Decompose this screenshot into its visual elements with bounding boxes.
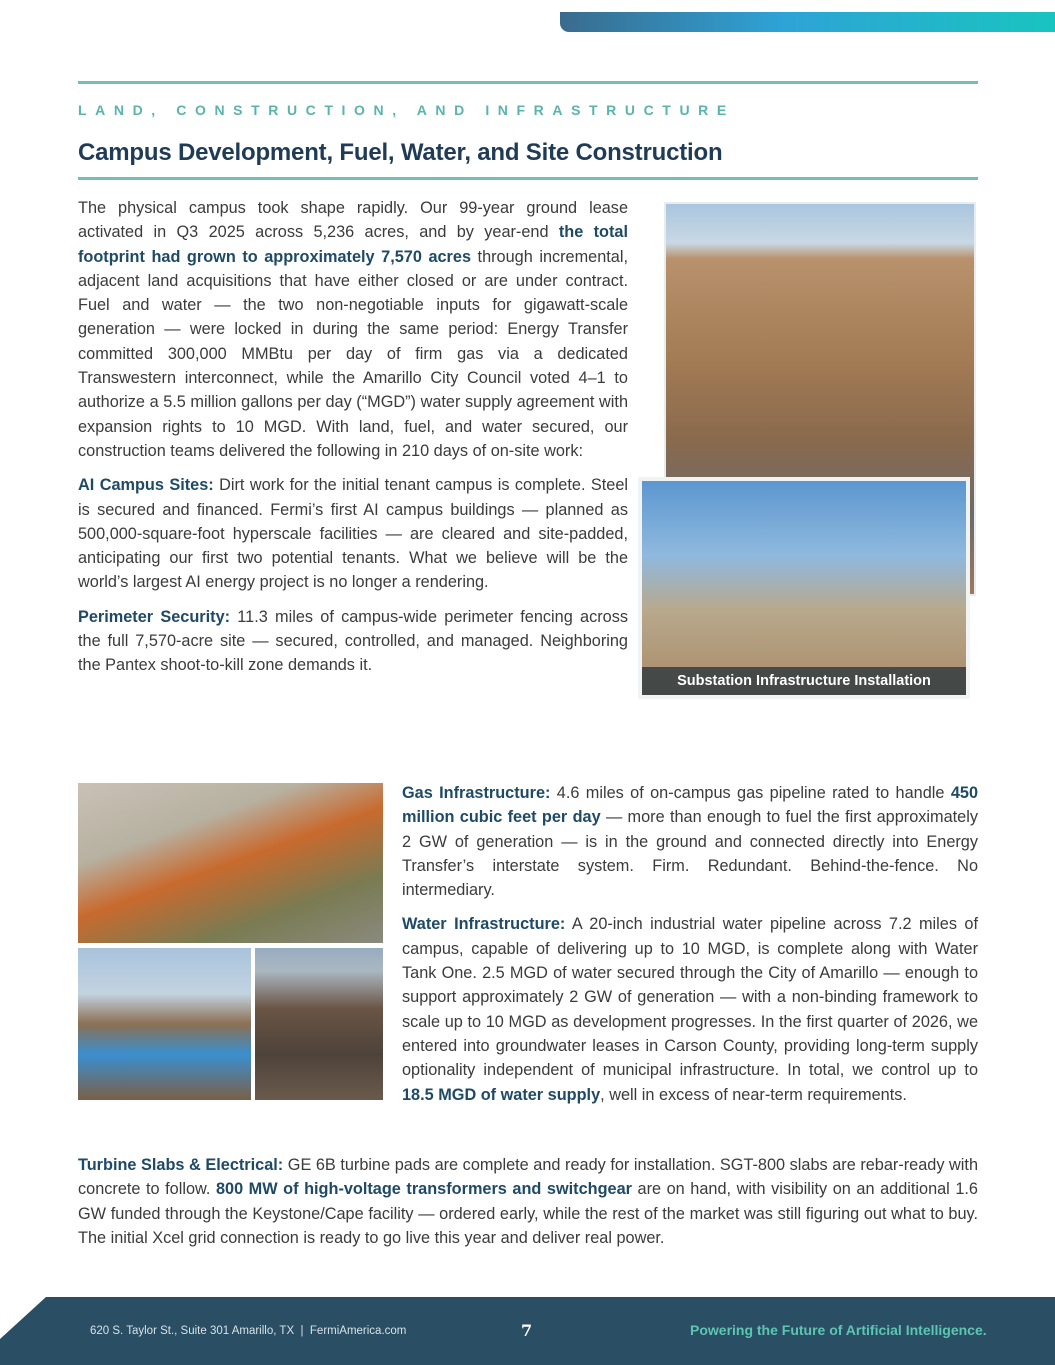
- footer-tagline: Powering the Future of Artificial Intelligence.: [690, 1322, 987, 1338]
- gas-pipeline-aerial-photo: [255, 948, 383, 1100]
- water-heading: Water Infrastructure:: [402, 915, 566, 934]
- substation-photo: [638, 477, 970, 699]
- title-divider: [78, 177, 978, 180]
- footer-address: 620 S. Taylor St., Suite 301 Amarillo, TX | FermiAmerica.com: [90, 1325, 407, 1337]
- water-paragraph: Water Infrastructure: A 20-inch industrial water pipeline across 7.2 miles of campus, capable of delivering up to 10 MGD, is complete along with Water Tank One. 2.5 MGD of water secured through the City of Amarillo — enough to support approximately 2 GW of generation — with a non-binding framework to scale up to 10 MGD as development progresses. In the first quarter of 2026, we entered into groundwater leases in Carson County, providing long-term supply optionality independent of municipal infrastructure. In total, we control up to 18.5 MGD of water supply, well in excess of near-term requirements.: [402, 915, 978, 1104]
- ai-campus-heading: AI Campus Sites:: [78, 476, 214, 495]
- turbine-paragraph: Turbine Slabs & Electrical: GE 6B turbine pads are complete and ready for installation. SGT-800 slabs are rebar-ready with concrete to follow. 800 MW of high-voltage transformers and switchgear are on hand, with visibility on an additional 1.6 GW funded through the Keystone/Cape facility — ordered early, while the rest of the market was still figuring out what to buy. The initial Xcel grid connection is ready to go live this year and deliver real power.: [78, 1156, 978, 1247]
- page-title: Campus Development, Fuel, Water, and Site Construction: [78, 139, 723, 166]
- header-accent-bar: [560, 12, 1055, 32]
- section-label: LAND, CONSTRUCTION, AND INFRASTRUCTURE: [78, 102, 735, 118]
- turbine-heading: Turbine Slabs & Electrical:: [78, 1156, 284, 1174]
- top-divider: [78, 81, 978, 84]
- fence-workers-photo: [78, 783, 383, 943]
- perimeter-heading: Perimeter Security:: [78, 607, 231, 626]
- substation-caption: Substation Infrastructure Installation: [642, 667, 966, 695]
- page-number: 7: [521, 1321, 533, 1340]
- intro-paragraph: The physical campus took shape rapidly. Our 99-year ground lease activated in Q3 2025 across 5,236 acres, and by year-end the total footprint had grown to approximately 7,570 acres through incremental, adjacent land acquisitions that have either closed or are under contract. Fuel and water — the two non-negotiable inputs for gigawatt-scale generation — were locked in during the same period: Energy Transfer committed 300,000 MMBtu per day of firm gas via a dedicated Transwestern interconnect, while the Amarillo City Council voted 4–1 to authorize a 5.5 million gallons per day (“MGD”) water supply agreement with expansion rights to 10 MGD. With land, fuel, and water secured, our construction teams delivered the following in 210 days of on-site work:: [78, 199, 629, 460]
- gas-heading: Gas Infrastructure:: [402, 784, 551, 802]
- ai-campus-paragraph: AI Campus Sites: Dirt work for the initial tenant campus is complete. Steel is secured and financed. Fermi’s first AI campus buildings — planned as 500,000-square-foot hyperscale facilities — are cleared and site-padded, anticipating our first two potential tenants. What we believe will be the world’s largest AI energy project is no longer a rendering.: [78, 476, 628, 592]
- perimeter-paragraph: Perimeter Security: 11.3 miles of campus-wide perimeter fencing across the full 7,570-acre site — secured, controlled, and managed. Neighboring the Pantex shoot-to-kill zone demands it.: [78, 607, 628, 675]
- intro-highlight: the total footprint had grown to approximately 7,570 acres: [78, 223, 628, 266]
- body-text-bottom: [78, 1153, 978, 1260]
- water-pipeline-trench-photo: [78, 948, 251, 1100]
- gas-paragraph: Gas Infrastructure: 4.6 miles of on-campus gas pipeline rated to handle 450 million cubic feet per day — more than enough to fuel the first approximately 2 GW of generation — is in the ground and connected directly into Energy Transfer’s interstate system. Firm. Redundant. Behind-the-fence. No intermediary.: [402, 784, 978, 900]
